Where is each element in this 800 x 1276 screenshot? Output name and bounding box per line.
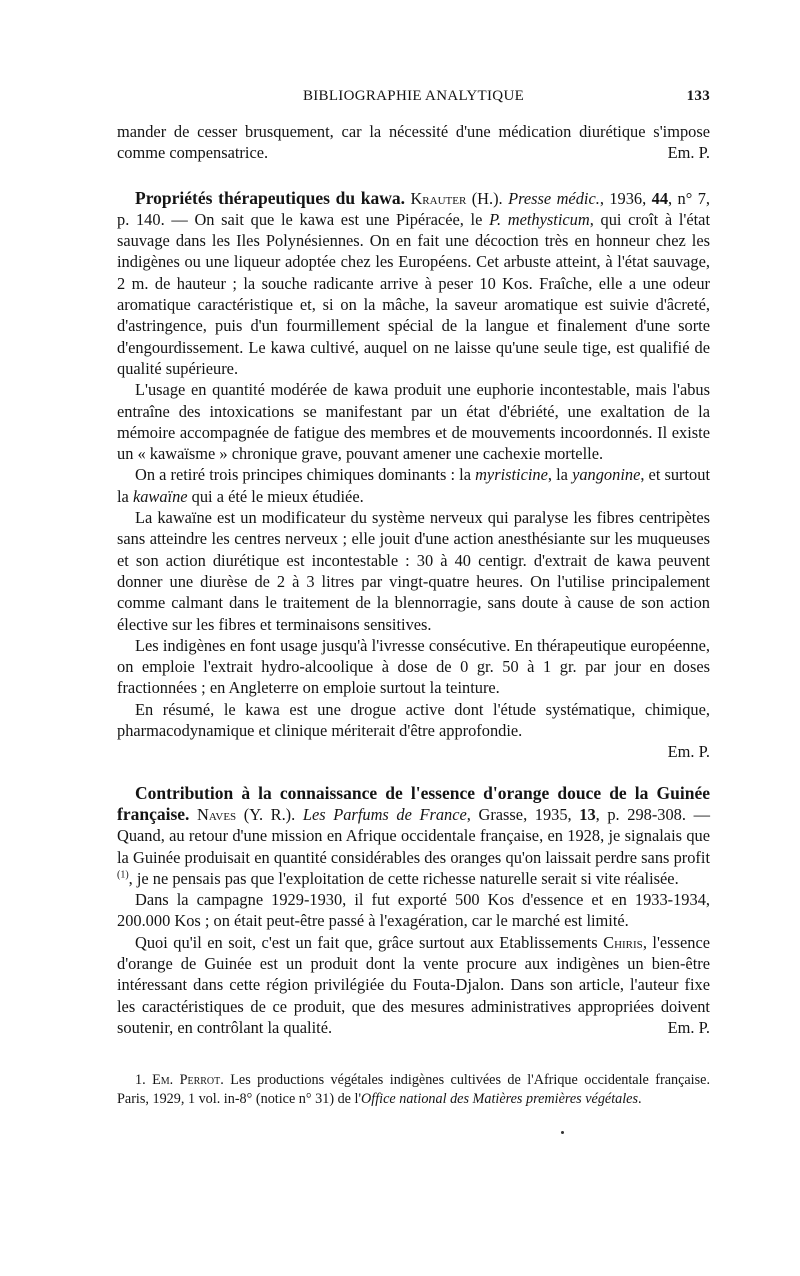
journal-name: Les Parfums de France	[302, 804, 467, 824]
article-title: Contribution à la connaissance de l'essence d'orange douce de la Guinée française.	[117, 782, 710, 824]
spacer	[117, 763, 710, 783]
paragraph	[117, 464, 710, 507]
paragraph-text: , l'essence d'orange de Guinée est un produit dont la vente procure aux indigènes un bien-être intéressant dans cette région privilégiée du Fouta-Djalon. Dans son article, l'auteur fixe les caractéristiques de ce produit, que des mesures administratives appropriées doivent soutenir, en contrôlant la qualité.	[117, 932, 710, 1037]
journal-name: Presse médic.	[508, 188, 600, 208]
carryover-text: mander de cesser brusquement, car la nécessité d'une médication diurétique s'impose comme compensatrice.	[117, 122, 710, 163]
spacer	[117, 164, 710, 188]
page-body	[117, 121, 710, 1038]
footnote	[117, 1071, 710, 1108]
signature: Em. P.	[667, 143, 710, 163]
page-number: 133	[686, 88, 710, 104]
citation-text: , n° 7, p. 140. — On sait que le kawa est une Pipéracée, le	[117, 188, 711, 229]
article-author: Naves (Y. R.).	[197, 804, 296, 824]
paragraph: Dans la campagne 1929-1930, il fut exporté 500 Kos d'essence et en 1933-1934, 200.000 Kos ; on était peut-être passé à l'exagération, car le marché est limité.	[117, 890, 710, 931]
footnote-source: Office national des Matières premières végétales	[361, 1090, 639, 1107]
running-head	[117, 88, 710, 112]
compound-name: kawaïne	[132, 486, 188, 506]
paragraph-text: , qui croît à l'état sauvage dans les Iles Polynésiennes. On en fait une décoction très en honneur chez les indigènes ou une liqueur adoptée chez les Européens. Cet arbuste atteint, à l'état sauvage, 2 m. de hauteur ; la souche radicante arrive à peser 10 Kos. Fraîche, elle a une odeur aromatique caractéristique et, si on la mâche, la saveur aromatique est suivie d'âcreté, d'astringence, puis d'un fourmillement spécial de la langue et finalement d'une sorte d'engourdissement. Le kawa cultivé, auquel on ne laisse qu'une seule tige, est qualifié de qualité supérieure.	[117, 209, 710, 378]
paragraph-text: On a retiré trois principes chimiques dominants : la	[135, 465, 476, 485]
paragraph	[117, 932, 710, 1038]
footnote-text	[117, 1071, 710, 1108]
compound-name: myristicine	[475, 465, 548, 485]
article-kawa-paragraph	[117, 188, 710, 380]
paragraph-text: , p. 298-308. — Quand, au retour d'une mission en Afrique occidentale française, en 1928, je signalais que la Guinée produisait en quantité considérables des oranges qu'on laissait perdre sans profit	[117, 804, 710, 867]
species-name: P. methysticum	[489, 209, 590, 229]
footnote-reference[interactable]: (1)	[117, 869, 129, 881]
volume-number: 44	[651, 188, 669, 208]
paragraph-text: qui a été le mieux étudiée.	[187, 486, 364, 506]
article-orange-paragraph	[117, 783, 710, 889]
article-title: Propriétés thérapeutiques du kawa.	[135, 187, 406, 208]
carryover-paragraph	[117, 121, 710, 164]
citation-text: , Grasse, 1935,	[466, 804, 580, 824]
print-speck	[561, 1131, 564, 1134]
paragraph: En résumé, le kawa est une drogue active dont l'étude systématique, chimique, pharmacodynamique et clinique mériterait d'être approfondie.	[117, 699, 710, 741]
running-title: BIBLIOGRAPHIE ANALYTIQUE	[302, 88, 525, 104]
citation-text: , 1936,	[599, 188, 652, 208]
volume-number: 13	[579, 804, 596, 824]
paragraph-text: , et surtout la	[117, 465, 711, 506]
paragraph-text: , la	[547, 465, 573, 485]
article-author: Krauter (H.).	[410, 188, 503, 208]
signature: Em. P.	[667, 742, 710, 762]
company-name: Chiris	[603, 932, 643, 952]
paragraph: L'usage en quantité modérée de kawa produit une euphorie incontestable, mais l'abus entraîne des intoxications se manifestant par un état d'ébriété, une exaltation de la mémoire accompagnée de fatigue des membres et de mouvements incoordonnés. Il existe un « kawaïsme » chronique grave, pouvant amener une cachexie mortelle.	[117, 380, 710, 464]
footnote-citation: .	[638, 1090, 642, 1107]
paragraph-text: Quoi qu'il en soit, c'est un fait que, grâce surtout aux Etablissements	[135, 932, 604, 952]
paragraph: La kawaïne est un modificateur du système nerveux qui paralyse les fibres centripètes sans atteindre les centres nerveux ; elle jouit d'une action anesthésiante sur les muqueuses et son action diurétique est incontestable : 30 à 40 centigr. d'extrait de kawa peuvent donner une diurèse de 2 à 3 litres par vingt-quatre heures. On l'utilise principalement comme calmant dans le traitement de la blennorragie, sans doute à cause de son action élective sur les fibres et terminaisons sensitives.	[117, 508, 710, 634]
paragraph: Les indigènes en font usage jusqu'à l'ivresse consécutive. En thérapeutique européenne, on emploie l'extrait hydro-alcoolique à dose de 0 gr. 50 à 1 gr. par jour en doses fractionnées ; en Angleterre on emploie surtout la teinture.	[117, 635, 710, 698]
footnote-number: 1.	[135, 1072, 146, 1088]
footnote-citation: Les productions végétales indigènes cultivées de l'Afrique occidentale française. Paris, 1929, 1 vol. in-8° (notice n° 31) de l'	[117, 1072, 710, 1107]
footnote-author: Em. Perrot.	[152, 1072, 224, 1088]
compound-name: yangonine	[572, 465, 641, 485]
signature: Em. P.	[667, 1017, 710, 1037]
paragraph-text: , je ne pensais pas que l'exploitation de cette richesse naturelle serait si vite réalisée.	[128, 868, 679, 888]
